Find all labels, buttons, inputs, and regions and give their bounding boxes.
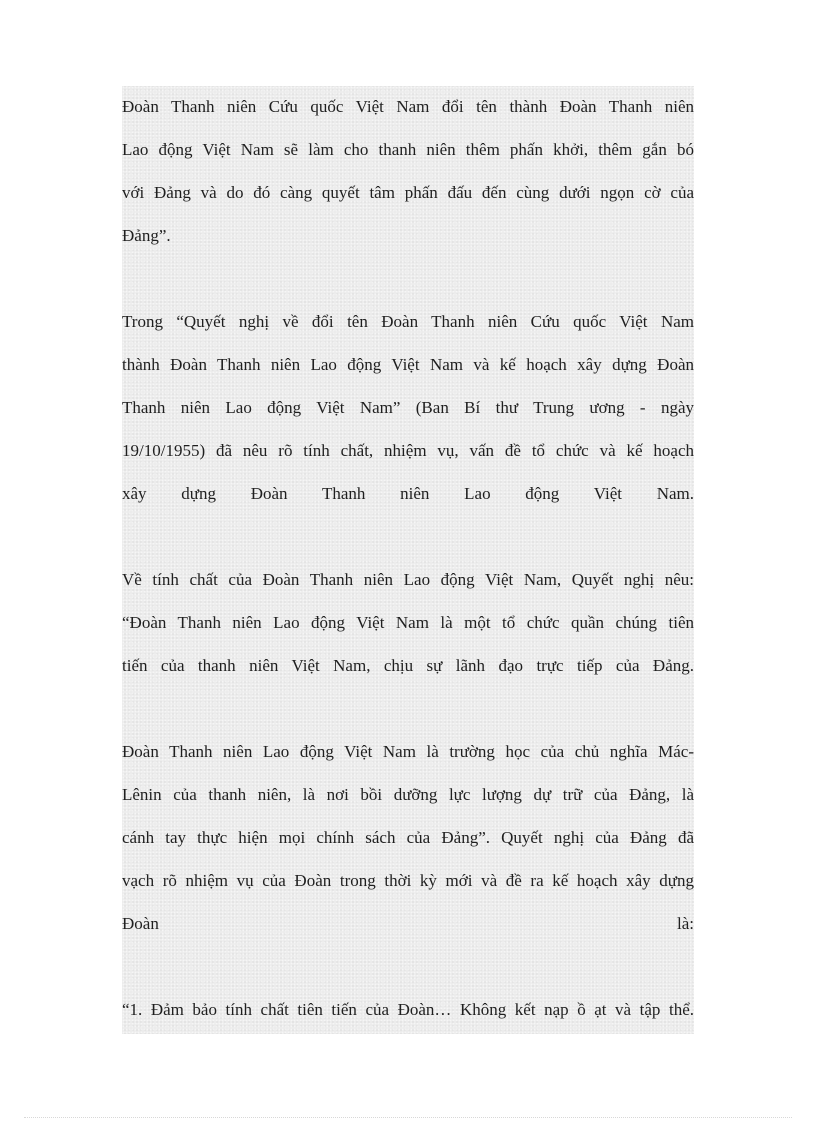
text-line: Đoàn Thanh niên Cứu quốc Việt Nam đổi tên thành Đoàn Thanh niên bbox=[122, 97, 694, 116]
text-line: Thanh niên Lao động Việt Nam” (Ban Bí thư Trung ương - ngày bbox=[122, 398, 694, 417]
text-line: 19/10/1955) đã nêu rõ tính chất, nhiệm vụ, vấn đề tổ chức và kế hoạch bbox=[122, 441, 694, 460]
text-line: thành Đoàn Thanh niên Lao động Việt Nam và kế hoạch xây dựng Đoàn bbox=[122, 355, 694, 374]
text-line: “1. Đảm bảo tính chất tiên tiến của Đoàn… Không kết nạp ồ ạt và tập thể. bbox=[122, 1000, 694, 1019]
text-line: Trong “Quyết nghị về đổi tên Đoàn Thanh niên Cứu quốc Việt Nam bbox=[122, 312, 694, 331]
text-line: vạch rõ nhiệm vụ của Đoàn trong thời kỳ mới và đề ra kế hoạch xây dựng bbox=[122, 871, 694, 890]
text-line: xây dựng Đoàn Thanh niên Lao động Việt Nam. bbox=[122, 484, 694, 503]
text-line: Đảng”. bbox=[122, 226, 171, 245]
page-bottom-rule bbox=[24, 1117, 792, 1118]
text-line: với Đảng và do đó càng quyết tâm phấn đấu đến cùng dưới ngọn cờ của bbox=[122, 183, 694, 202]
text-line: “Đoàn Thanh niên Lao động Việt Nam là một tổ chức quần chúng tiên bbox=[122, 613, 694, 632]
text-line: Đoàn là: bbox=[122, 914, 694, 933]
text-line: Về tính chất của Đoàn Thanh niên Lao động Việt Nam, Quyết nghị nêu: bbox=[122, 570, 694, 589]
text-line: cánh tay thực hiện mọi chính sách của Đảng”. Quyết nghị của Đảng đã bbox=[122, 828, 694, 847]
text-line: tiến của thanh niên Việt Nam, chịu sự lãnh đạo trực tiếp của Đảng. bbox=[122, 656, 694, 675]
text-line: Lênin của thanh niên, là nơi bồi dưỡng lực lượng dự trữ của Đảng, là bbox=[122, 785, 694, 804]
text-line: Lao động Việt Nam sẽ làm cho thanh niên thêm phấn khởi, thêm gắn bó bbox=[122, 140, 694, 159]
text-line: Đoàn Thanh niên Lao động Việt Nam là trường học của chủ nghĩa Mác- bbox=[122, 742, 694, 761]
